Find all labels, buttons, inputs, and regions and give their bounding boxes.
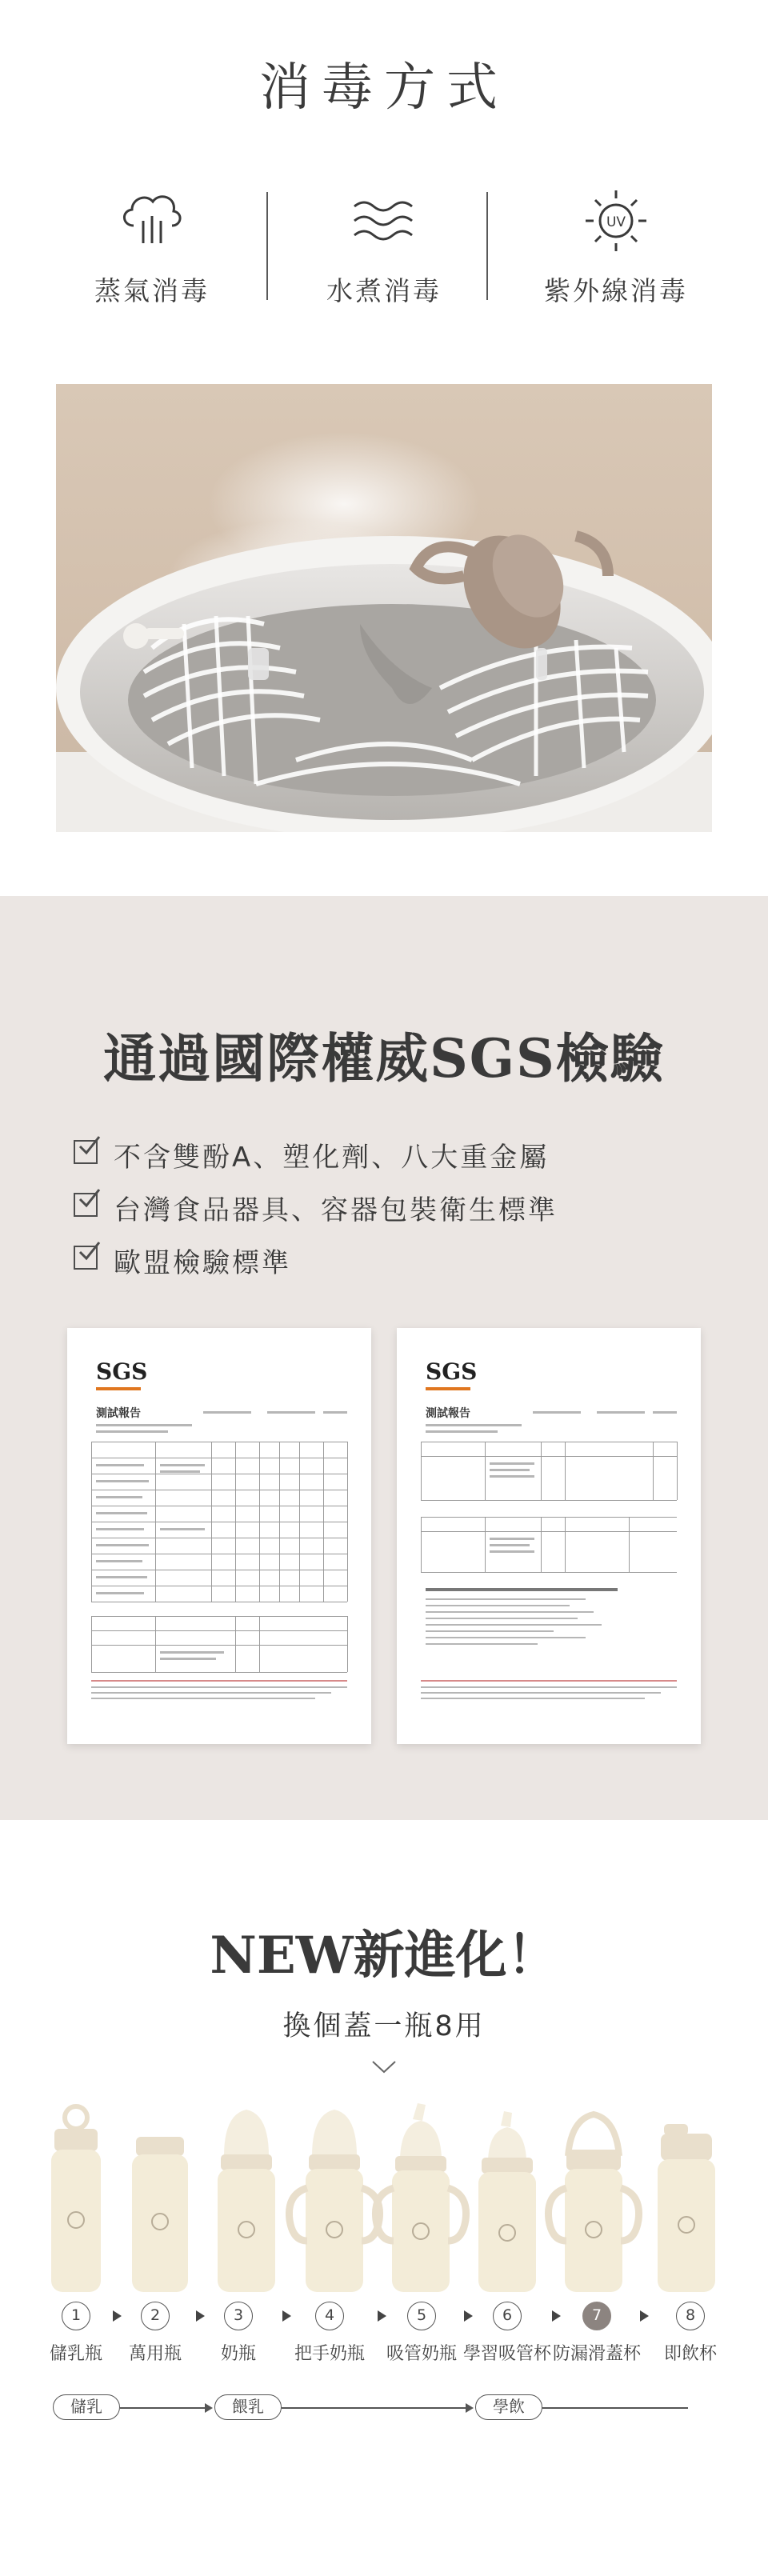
method-label: 水煮消毒 xyxy=(326,275,442,306)
stage-pill-storage: 儲乳 xyxy=(53,2394,120,2420)
uv-text: UV xyxy=(606,214,626,230)
arrow-right-icon xyxy=(466,2403,474,2413)
water-waves-icon xyxy=(348,184,420,256)
sgs-logo: SGS xyxy=(96,1358,148,1385)
method-label: 蒸氣消毒 xyxy=(94,275,210,306)
steam-cloud-icon xyxy=(116,184,188,256)
arrow-right-icon xyxy=(205,2403,213,2413)
uv-sun-icon xyxy=(578,184,654,256)
step-number: 2 xyxy=(141,2302,170,2330)
method-uv xyxy=(512,176,720,312)
check-item xyxy=(74,1238,698,1290)
disinfection-section xyxy=(0,0,768,896)
sgs-logo-underline xyxy=(426,1387,470,1390)
step-number: 3 xyxy=(224,2302,253,2330)
check-item xyxy=(74,1132,698,1185)
arrow-right-icon xyxy=(113,2310,122,2322)
bottle-lineup xyxy=(40,2100,744,2300)
stage-pill-feeding: 餵乳 xyxy=(214,2394,282,2420)
check-text: 台灣食品器具、容器包裝衛生標準 xyxy=(114,1194,558,1226)
step-label: 把手奶瓶 xyxy=(294,2344,365,2364)
bottle-5 xyxy=(375,2103,466,2292)
new-subtitle: 換個蓋一瓶8用 xyxy=(282,2010,486,2042)
arrow-right-icon xyxy=(464,2310,473,2322)
check-list xyxy=(74,1132,698,1290)
step-label: 萬用瓶 xyxy=(128,2344,182,2364)
step-number: 5 xyxy=(407,2302,436,2330)
bottle-7 xyxy=(548,2114,638,2292)
step-number-highlighted: 7 xyxy=(582,2302,611,2330)
sterilizer-illustration xyxy=(56,384,712,832)
sgs-logo: SGS xyxy=(426,1358,478,1385)
disinfection-methods xyxy=(48,176,720,312)
step-number: 6 xyxy=(493,2302,522,2330)
sgs-section xyxy=(0,896,768,1820)
sgs-report-page-2 xyxy=(397,1328,701,1744)
report-title: 測試報告 xyxy=(96,1407,141,1420)
checkbox-icon xyxy=(74,1140,98,1164)
divider xyxy=(266,192,268,300)
stage-connector xyxy=(282,2407,467,2409)
step-label: 即飲杯 xyxy=(663,2344,717,2364)
check-text: 不含雙酚A、塑化劑、八大重金屬 xyxy=(114,1142,550,1174)
method-label: 紫外線消毒 xyxy=(544,275,688,306)
bottle-4 xyxy=(289,2110,379,2292)
bottle-3 xyxy=(218,2110,275,2292)
stage-pill-drinking: 學飲 xyxy=(475,2394,542,2420)
bottle-2 xyxy=(132,2137,188,2292)
stage-connector xyxy=(542,2407,688,2409)
step-label: 防漏滑蓋杯 xyxy=(552,2344,641,2364)
report-title: 測試報告 xyxy=(426,1407,470,1420)
chevron-down-icon xyxy=(371,2058,397,2074)
sterilizer-photo xyxy=(56,384,712,832)
stage-connector xyxy=(120,2407,206,2409)
sgs-report-page-1 xyxy=(67,1328,371,1744)
step-number: 8 xyxy=(676,2302,705,2330)
checkbox-icon xyxy=(74,1246,98,1270)
check-item xyxy=(74,1185,698,1238)
arrow-right-icon xyxy=(552,2310,561,2322)
step-number: 4 xyxy=(315,2302,344,2330)
bottle-1 xyxy=(51,2106,101,2292)
arrow-right-icon xyxy=(196,2310,205,2322)
step-label: 學習吸管杯 xyxy=(462,2344,551,2364)
arrow-right-icon xyxy=(378,2310,386,2322)
bottle-8 xyxy=(658,2124,715,2292)
sgs-title: 通過國際權威SGS檢驗 xyxy=(103,1027,665,1090)
check-text: 歐盟檢驗標準 xyxy=(114,1247,291,1279)
step-number: 1 xyxy=(62,2302,90,2330)
arrow-right-icon xyxy=(640,2310,649,2322)
step-label: 吸管奶瓶 xyxy=(386,2344,457,2364)
divider xyxy=(486,192,488,300)
new-evolution-section xyxy=(0,1820,768,2576)
disinfection-title: 消毒方式 xyxy=(259,58,509,118)
sgs-logo-underline xyxy=(96,1387,141,1390)
step-label: 奶瓶 xyxy=(220,2344,256,2364)
arrow-right-icon xyxy=(282,2310,291,2322)
step-label: 儲乳瓶 xyxy=(49,2344,102,2364)
checkbox-icon xyxy=(74,1193,98,1217)
bottle-6 xyxy=(478,2111,536,2292)
method-steam xyxy=(48,176,256,312)
new-title: NEW新進化！ xyxy=(210,1926,558,1986)
method-boil xyxy=(280,176,488,312)
